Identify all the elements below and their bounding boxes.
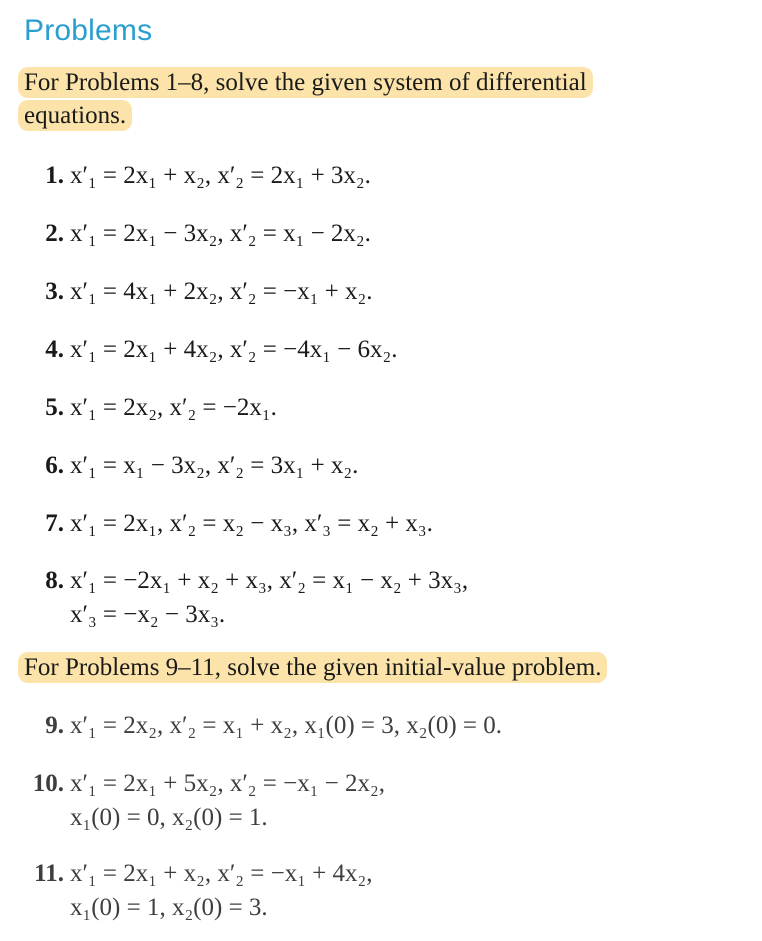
problem-equation: x′₁ = 2x₂, x′₂ = −2x₁. bbox=[70, 394, 277, 421]
problem-number: 4. bbox=[45, 336, 64, 363]
problem-equation: x′₁ = 2x₁, x′₂ = x₂ − x₃, x′₃ = x₂ + x₃. bbox=[70, 510, 433, 537]
problem-equation: x′₁ = 2x₁ + x₂, x′₂ = 2x₁ + 3x₂. bbox=[70, 162, 371, 189]
problem-number: 9. bbox=[45, 712, 64, 739]
problem-number: 2. bbox=[45, 220, 64, 247]
problem-number: 11. bbox=[34, 860, 64, 887]
problem-equation-continued: x′₃ = −x₂ − 3x₃. bbox=[70, 601, 226, 628]
problem-equation-continued: x₁(0) = 1, x₂(0) = 3. bbox=[70, 894, 268, 921]
problem-number: 5. bbox=[45, 394, 64, 421]
instruction-1-8 bbox=[18, 66, 698, 132]
problem-equation: x′₁ = 2x₂, x′₂ = x₁ + x₂, x₁(0) = 3, x₂(0) = 0. bbox=[70, 712, 502, 739]
problem-equation: x′₁ = 2x₁ + 4x₂, x′₂ = −4x₁ − 6x₂. bbox=[70, 336, 398, 363]
instruction-9-11 bbox=[18, 651, 607, 684]
instruction-text: For Problems 9–11, solve the given initial-value problem. bbox=[18, 652, 607, 683]
problem-number: 6. bbox=[45, 452, 64, 479]
section-heading: Problems bbox=[24, 14, 153, 47]
problem-equation-continued: x₁(0) = 0, x₂(0) = 1. bbox=[70, 804, 268, 831]
problem-number: 8. bbox=[45, 567, 64, 594]
problem-equation: x′₁ = x₁ − 3x₂, x′₂ = 3x₁ + x₂. bbox=[70, 452, 359, 479]
problem-number: 10. bbox=[32, 770, 64, 797]
problem-equation: x′₁ = 2x₁ − 3x₂, x′₂ = x₁ − 2x₂. bbox=[70, 220, 371, 247]
problem-equation: x′₁ = 2x₁ + x₂, x′₂ = −x₁ + 4x₂, bbox=[70, 860, 373, 887]
problem-number: 7. bbox=[45, 510, 64, 537]
instruction-text: For Problems 1–8, solve the given system of differential equations. bbox=[18, 67, 593, 131]
problem-equation: x′₁ = 4x₁ + 2x₂, x′₂ = −x₁ + x₂. bbox=[70, 278, 373, 305]
problem-number: 1. bbox=[45, 162, 64, 189]
problem-number: 3. bbox=[45, 278, 64, 305]
problem-equation: x′₁ = −2x₁ + x₂ + x₃, x′₂ = x₁ − x₂ + 3x₃, bbox=[70, 567, 469, 594]
problem-equation: x′₁ = 2x₁ + 5x₂, x′₂ = −x₁ − 2x₂, bbox=[70, 770, 385, 797]
